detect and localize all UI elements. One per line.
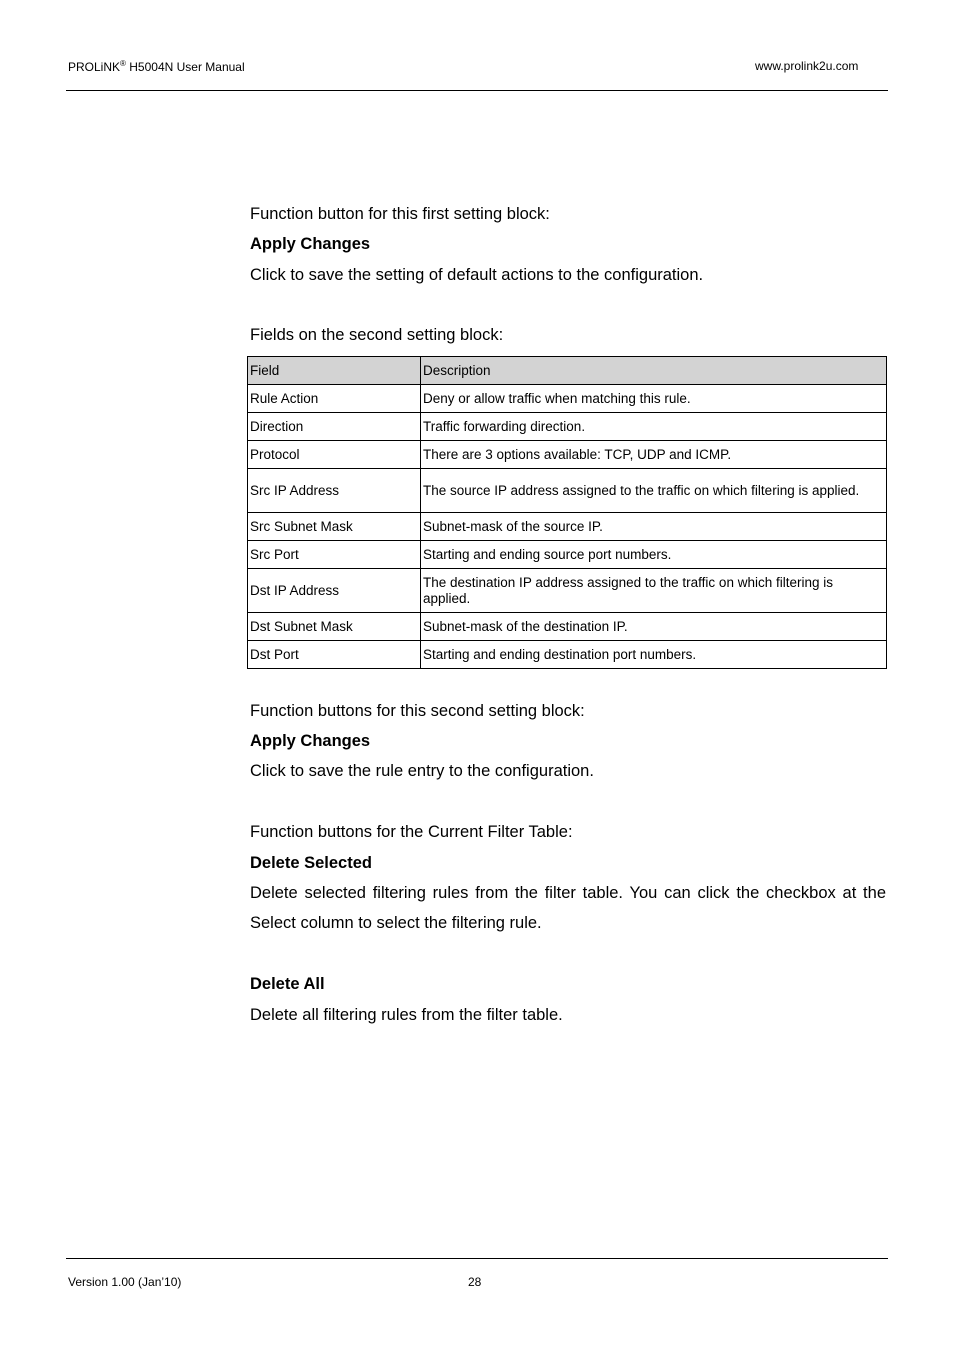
table-header-row [248, 357, 887, 385]
delete-selected-description: Delete selected filtering rules from the filter table. You can click the checkbox at the Select column to select the filtering rule. [250, 884, 886, 932]
fields-intro: Fields on the second setting block: [250, 326, 504, 344]
block2-intro: Function buttons for this second setting block: [250, 702, 585, 720]
description-cell: Subnet-mask of the destination IP. [421, 613, 887, 641]
block1-intro: Function button for this first setting block: [250, 205, 550, 223]
description-cell: There are 3 options available: TCP, UDP and ICMP. [421, 441, 887, 469]
field-cell: Rule Action [248, 385, 421, 413]
block1-description: Click to save the setting of default actions to the configuration. [250, 266, 704, 284]
description-cell: Subnet-mask of the source IP. [421, 513, 887, 541]
table-row [248, 613, 887, 641]
table-row [248, 413, 887, 441]
block1-button-name: Apply Changes [250, 235, 371, 253]
block2-button-name: Apply Changes [250, 732, 371, 750]
block2-description: Click to save the rule entry to the configuration. [250, 762, 594, 780]
field-cell: Direction [248, 413, 421, 441]
field-cell: Protocol [248, 441, 421, 469]
header-divider [66, 90, 888, 91]
fields-table [247, 356, 887, 669]
table-row [248, 513, 887, 541]
brand-name: PROLiNK [68, 60, 121, 74]
page-number: 28 [468, 1275, 482, 1289]
table-row [248, 569, 887, 613]
field-cell: Dst IP Address [248, 569, 421, 613]
manual-name: H5004N User Manual [125, 60, 245, 74]
footer-divider [66, 1258, 888, 1259]
description-cell: Traffic forwarding direction. [421, 413, 887, 441]
header-title [68, 59, 245, 74]
column-header-field: Field [248, 357, 421, 385]
header-url: www.prolink2u.com [755, 59, 859, 73]
field-cell: Dst Subnet Mask [248, 613, 421, 641]
description-cell: Deny or allow traffic when matching this rule. [421, 385, 887, 413]
delete-all-description: Delete all filtering rules from the filter table. [250, 1006, 563, 1024]
field-cell: Src IP Address [248, 469, 421, 513]
table-row [248, 641, 887, 669]
table-row [248, 385, 887, 413]
field-cell: Src Subnet Mask [248, 513, 421, 541]
field-cell: Dst Port [248, 641, 421, 669]
table-row [248, 469, 887, 513]
block3-intro: Function buttons for the Current Filter Table: [250, 823, 573, 841]
column-header-description: Description [421, 357, 887, 385]
description-cell: The destination IP address assigned to the traffic on which filtering is applied. [421, 569, 887, 613]
field-cell: Src Port [248, 541, 421, 569]
description-cell: Starting and ending source port numbers. [421, 541, 887, 569]
description-cell: The source IP address assigned to the traffic on which filtering is applied. [421, 469, 887, 513]
registered-mark: ® [120, 59, 126, 68]
table-row [248, 441, 887, 469]
table-row [248, 541, 887, 569]
footer-version: Version 1.00 (Jan’10) [68, 1275, 182, 1289]
delete-all-heading: Delete All [250, 975, 325, 993]
delete-selected-heading: Delete Selected [250, 854, 372, 872]
description-cell: Starting and ending destination port numbers. [421, 641, 887, 669]
